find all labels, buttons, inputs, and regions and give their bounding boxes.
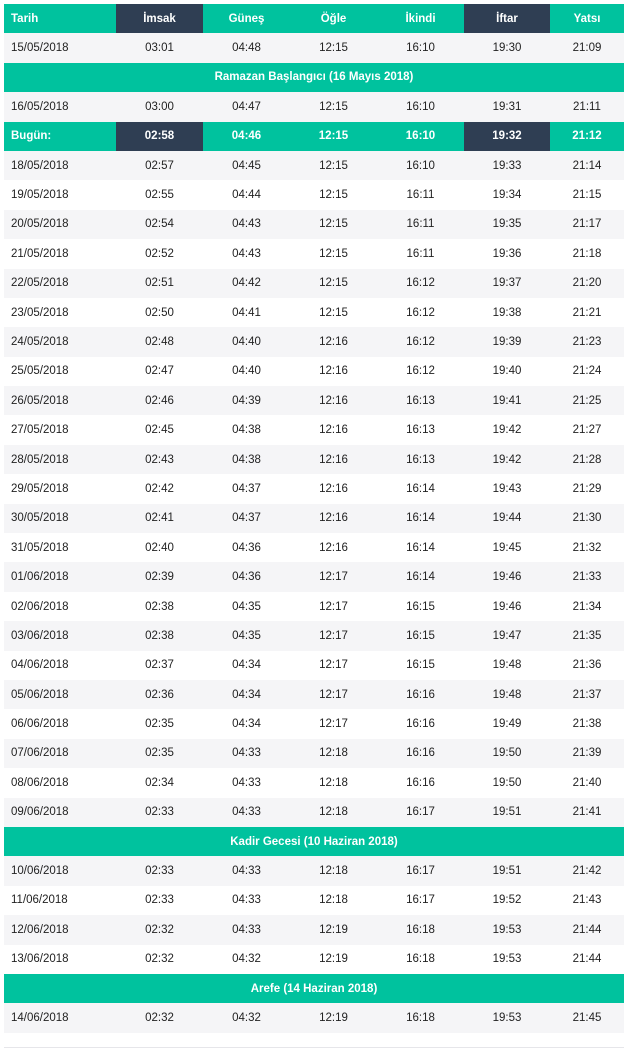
table-row bbox=[4, 504, 624, 533]
gunes-cell: 04:38 bbox=[232, 453, 261, 466]
date-cell: 26/05/2018 bbox=[11, 394, 69, 407]
table-row bbox=[4, 562, 624, 591]
ogle-cell: 12:17 bbox=[319, 688, 348, 701]
ikindi-cell: 16:14 bbox=[406, 571, 435, 584]
imsak-cell: 03:00 bbox=[145, 100, 174, 113]
table-row bbox=[4, 798, 624, 827]
table-row bbox=[4, 327, 624, 356]
gunes-cell: 04:34 bbox=[232, 688, 261, 701]
gunes-cell: 04:36 bbox=[232, 571, 261, 584]
gunes-cell: 04:35 bbox=[232, 600, 261, 613]
date-cell: 20/05/2018 bbox=[11, 218, 69, 231]
gunes-cell: 04:44 bbox=[232, 189, 261, 202]
date-cell: 27/05/2018 bbox=[11, 424, 69, 437]
table-row bbox=[4, 945, 624, 974]
imsak-cell: 02:52 bbox=[145, 247, 174, 260]
iftar-cell: 19:48 bbox=[492, 659, 522, 672]
imsak-cell: 02:35 bbox=[145, 718, 174, 731]
ikindi-cell: 16:16 bbox=[406, 747, 435, 760]
date-cell: 21/05/2018 bbox=[11, 247, 69, 260]
gunes-cell: 04:39 bbox=[232, 394, 261, 407]
date-cell: 29/05/2018 bbox=[11, 482, 69, 495]
ogle-cell: 12:15 bbox=[319, 277, 348, 290]
date-cell: 31/05/2018 bbox=[11, 541, 69, 554]
ikindi-cell: 16:14 bbox=[406, 512, 435, 525]
ikindi-cell: 16:15 bbox=[406, 659, 435, 672]
ogle-cell: 12:15 bbox=[318, 130, 349, 143]
ikindi-cell: 16:14 bbox=[406, 482, 435, 495]
table-row bbox=[4, 915, 624, 944]
ikindi-cell: 16:18 bbox=[406, 953, 435, 966]
table-row bbox=[4, 445, 624, 474]
table-row bbox=[4, 239, 624, 268]
ogle-cell: 12:17 bbox=[319, 629, 348, 642]
ogle-cell: 12:16 bbox=[319, 335, 348, 348]
imsak-cell: 02:47 bbox=[145, 365, 174, 378]
imsak-cell: 02:48 bbox=[145, 335, 174, 348]
ikindi-cell: 16:13 bbox=[406, 453, 435, 466]
ikindi-cell: 16:10 bbox=[405, 130, 436, 143]
table-row bbox=[4, 92, 624, 121]
imsak-cell: 02:35 bbox=[145, 747, 174, 760]
date-cell: 03/06/2018 bbox=[11, 629, 69, 642]
gunes-cell: 04:33 bbox=[232, 865, 261, 878]
ikindi-cell: 16:16 bbox=[406, 776, 435, 789]
yatsi-cell: 21:30 bbox=[572, 512, 602, 525]
iftar-cell: 19:33 bbox=[492, 159, 522, 172]
ogle-cell: 12:17 bbox=[319, 659, 348, 672]
imsak-cell: 02:32 bbox=[145, 923, 174, 936]
gunes-cell: 04:33 bbox=[232, 776, 261, 789]
imsak-cell: 02:39 bbox=[145, 571, 174, 584]
table-body bbox=[4, 33, 624, 1032]
gunes-cell: 04:35 bbox=[232, 629, 261, 642]
ogle-cell: 12:16 bbox=[319, 541, 348, 554]
iftar-cell: 19:34 bbox=[492, 189, 522, 202]
ogle-cell: 12:18 bbox=[319, 806, 348, 819]
ogle-cell: 12:17 bbox=[319, 718, 348, 731]
gunes-cell: 04:45 bbox=[232, 159, 261, 172]
ogle-cell: 12:16 bbox=[319, 394, 348, 407]
iftar-cell: 19:44 bbox=[492, 512, 522, 525]
yatsi-cell: 21:36 bbox=[572, 659, 602, 672]
ogle-cell: 12:15 bbox=[319, 159, 348, 172]
ikindi-cell: 16:16 bbox=[406, 718, 435, 731]
header-ogle: Öğle bbox=[320, 12, 347, 25]
header-ikindi: İkindi bbox=[405, 12, 436, 25]
table-row bbox=[4, 474, 624, 503]
gunes-cell: 04:47 bbox=[232, 100, 261, 113]
gunes-cell: 04:40 bbox=[232, 365, 261, 378]
date-cell: 11/06/2018 bbox=[11, 894, 68, 907]
iftar-cell: 19:37 bbox=[492, 277, 522, 290]
date-cell: 22/05/2018 bbox=[11, 277, 69, 290]
date-cell: Bugün: bbox=[11, 130, 52, 143]
gunes-cell: 04:43 bbox=[232, 218, 261, 231]
ogle-cell: 12:19 bbox=[319, 1011, 348, 1024]
imsak-cell: 02:54 bbox=[145, 218, 174, 231]
event-label: Kadir Gecesi (10 Haziran 2018) bbox=[230, 835, 398, 848]
ogle-cell: 12:17 bbox=[319, 571, 348, 584]
ogle-cell: 12:16 bbox=[319, 482, 348, 495]
date-cell: 15/05/2018 bbox=[11, 42, 69, 55]
iftar-cell: 19:41 bbox=[492, 394, 522, 407]
date-cell: 23/05/2018 bbox=[11, 306, 69, 319]
date-cell: 14/06/2018 bbox=[11, 1011, 69, 1024]
ikindi-cell: 16:18 bbox=[406, 923, 435, 936]
ogle-cell: 12:16 bbox=[319, 424, 348, 437]
iftar-cell: 19:53 bbox=[492, 953, 522, 966]
ogle-cell: 12:15 bbox=[319, 306, 348, 319]
yatsi-cell: 21:12 bbox=[572, 130, 602, 143]
ogle-cell: 12:18 bbox=[319, 747, 348, 760]
ogle-cell: 12:16 bbox=[319, 512, 348, 525]
ogle-cell: 12:16 bbox=[319, 365, 348, 378]
yatsi-cell: 21:44 bbox=[572, 923, 602, 936]
imsak-cell: 02:41 bbox=[145, 512, 174, 525]
date-cell: 04/06/2018 bbox=[11, 659, 69, 672]
table-row bbox=[4, 415, 624, 444]
ikindi-cell: 16:15 bbox=[406, 600, 435, 613]
yatsi-cell: 21:15 bbox=[572, 189, 602, 202]
iftar-cell: 19:47 bbox=[492, 629, 522, 642]
ikindi-cell: 16:11 bbox=[406, 218, 435, 231]
ikindi-cell: 16:15 bbox=[406, 629, 435, 642]
date-cell: 01/06/2018 bbox=[11, 571, 69, 584]
imsak-cell: 02:57 bbox=[145, 159, 174, 172]
yatsi-cell: 21:29 bbox=[572, 482, 602, 495]
iftar-cell: 19:49 bbox=[492, 718, 522, 731]
gunes-cell: 04:33 bbox=[232, 894, 261, 907]
gunes-cell: 04:33 bbox=[232, 747, 261, 760]
gunes-cell: 04:37 bbox=[232, 512, 261, 525]
date-cell: 08/06/2018 bbox=[11, 776, 69, 789]
table-row bbox=[4, 592, 624, 621]
imsak-cell: 02:43 bbox=[145, 453, 174, 466]
gunes-cell: 04:32 bbox=[232, 1011, 261, 1024]
imsak-cell: 02:33 bbox=[145, 865, 174, 878]
table-row bbox=[4, 856, 624, 885]
table-row bbox=[4, 269, 624, 298]
iftar-cell: 19:50 bbox=[492, 747, 522, 760]
iftar-cell: 19:31 bbox=[492, 100, 522, 113]
ikindi-cell: 16:11 bbox=[406, 189, 435, 202]
header-imsak: İmsak bbox=[116, 4, 203, 33]
table-row bbox=[4, 651, 624, 680]
iftar-cell: 19:50 bbox=[492, 776, 522, 789]
gunes-cell: 04:43 bbox=[232, 247, 261, 260]
imsak-cell: 02:51 bbox=[145, 277, 174, 290]
ikindi-cell: 16:12 bbox=[406, 335, 435, 348]
ogle-cell: 12:16 bbox=[319, 453, 348, 466]
ikindi-cell: 16:12 bbox=[406, 365, 435, 378]
date-cell: 18/05/2018 bbox=[11, 159, 69, 172]
table-row bbox=[4, 357, 624, 386]
table-row bbox=[4, 768, 624, 797]
yatsi-cell: 21:32 bbox=[572, 541, 602, 554]
imsak-cell: 02:55 bbox=[145, 189, 174, 202]
iftar-cell: 19:46 bbox=[492, 571, 522, 584]
date-cell: 24/05/2018 bbox=[11, 335, 69, 348]
yatsi-cell: 21:24 bbox=[572, 365, 602, 378]
ikindi-cell: 16:10 bbox=[406, 42, 435, 55]
date-cell: 07/06/2018 bbox=[11, 747, 69, 760]
imsak-cell: 02:32 bbox=[145, 1011, 174, 1024]
ogle-cell: 12:15 bbox=[319, 42, 348, 55]
date-cell: 06/06/2018 bbox=[11, 718, 69, 731]
prayer-times-table bbox=[4, 4, 624, 1033]
header-yatsi: Yatsı bbox=[573, 12, 601, 25]
yatsi-cell: 21:39 bbox=[572, 747, 602, 760]
ikindi-cell: 16:17 bbox=[406, 894, 435, 907]
ikindi-cell: 16:10 bbox=[406, 159, 435, 172]
table-row bbox=[4, 680, 624, 709]
iftar-cell: 19:39 bbox=[492, 335, 522, 348]
ikindi-cell: 16:12 bbox=[406, 306, 435, 319]
ikindi-cell: 16:13 bbox=[406, 394, 435, 407]
ikindi-cell: 16:14 bbox=[406, 541, 435, 554]
iftar-cell: 19:48 bbox=[492, 688, 522, 701]
iftar-cell: 19:30 bbox=[492, 42, 522, 55]
imsak-cell: 02:50 bbox=[145, 306, 174, 319]
imsak-cell: 02:45 bbox=[145, 424, 174, 437]
header-gunes: Güneş bbox=[228, 12, 265, 25]
imsak-cell: 02:36 bbox=[145, 688, 174, 701]
table-row bbox=[4, 180, 624, 209]
yatsi-cell: 21:35 bbox=[572, 629, 602, 642]
ogle-cell: 12:18 bbox=[319, 865, 348, 878]
ogle-cell: 12:15 bbox=[319, 189, 348, 202]
iftar-cell: 19:43 bbox=[492, 482, 522, 495]
iftar-cell: 19:36 bbox=[492, 247, 522, 260]
imsak-cell: 03:01 bbox=[145, 42, 174, 55]
gunes-cell: 04:40 bbox=[232, 335, 261, 348]
gunes-cell: 04:42 bbox=[232, 277, 261, 290]
date-cell: 25/05/2018 bbox=[11, 365, 69, 378]
yatsi-cell: 21:20 bbox=[572, 277, 602, 290]
table-row bbox=[4, 298, 624, 327]
gunes-cell: 04:33 bbox=[232, 806, 261, 819]
date-cell: 10/06/2018 bbox=[11, 865, 69, 878]
imsak-cell: 02:33 bbox=[145, 806, 174, 819]
ogle-cell: 12:17 bbox=[319, 600, 348, 613]
table-row bbox=[4, 533, 624, 562]
table-row bbox=[4, 886, 624, 915]
gunes-cell: 04:38 bbox=[232, 424, 261, 437]
iftar-cell: 19:51 bbox=[492, 806, 522, 819]
yatsi-cell: 21:45 bbox=[572, 1011, 602, 1024]
ikindi-cell: 16:13 bbox=[406, 424, 435, 437]
yatsi-cell: 21:21 bbox=[572, 306, 602, 319]
table-row bbox=[4, 621, 624, 650]
ogle-cell: 12:15 bbox=[319, 100, 348, 113]
ikindi-cell: 16:11 bbox=[406, 247, 435, 260]
ikindi-cell: 16:18 bbox=[406, 1011, 435, 1024]
yatsi-cell: 21:44 bbox=[572, 953, 602, 966]
iftar-cell: 19:51 bbox=[492, 865, 522, 878]
date-cell: 05/06/2018 bbox=[11, 688, 69, 701]
yatsi-cell: 21:14 bbox=[572, 159, 602, 172]
ikindi-cell: 16:17 bbox=[406, 865, 435, 878]
ogle-cell: 12:18 bbox=[319, 776, 348, 789]
ogle-cell: 12:19 bbox=[319, 923, 348, 936]
gunes-cell: 04:33 bbox=[232, 923, 261, 936]
iftar-cell: 19:45 bbox=[492, 541, 522, 554]
yatsi-cell: 21:34 bbox=[572, 600, 602, 613]
table-row bbox=[4, 386, 624, 415]
header-date: Tarih bbox=[11, 12, 39, 25]
date-cell: 09/06/2018 bbox=[11, 806, 69, 819]
iftar-cell: 19:40 bbox=[492, 365, 522, 378]
yatsi-cell: 21:37 bbox=[572, 688, 602, 701]
iftar-cell: 19:46 bbox=[492, 600, 522, 613]
ogle-cell: 12:15 bbox=[319, 218, 348, 231]
date-cell: 13/06/2018 bbox=[11, 953, 69, 966]
date-cell: 19/05/2018 bbox=[11, 189, 69, 202]
yatsi-cell: 21:18 bbox=[572, 247, 602, 260]
imsak-cell: 02:46 bbox=[145, 394, 174, 407]
ogle-cell: 12:18 bbox=[319, 894, 348, 907]
ikindi-cell: 16:17 bbox=[406, 806, 435, 819]
iftar-cell: 19:42 bbox=[492, 424, 522, 437]
imsak-cell: 02:42 bbox=[145, 482, 174, 495]
ikindi-cell: 16:12 bbox=[406, 277, 435, 290]
gunes-cell: 04:41 bbox=[232, 306, 261, 319]
gunes-cell: 04:36 bbox=[232, 541, 261, 554]
iftar-cell: 19:42 bbox=[492, 453, 522, 466]
event-row bbox=[4, 974, 624, 1003]
gunes-cell: 04:34 bbox=[232, 659, 261, 672]
yatsi-cell: 21:11 bbox=[573, 100, 601, 113]
date-cell: 30/05/2018 bbox=[11, 512, 69, 525]
table-row bbox=[4, 709, 624, 738]
gunes-cell: 04:34 bbox=[232, 718, 261, 731]
yatsi-cell: 21:41 bbox=[572, 806, 602, 819]
yatsi-cell: 21:23 bbox=[572, 335, 602, 348]
date-cell: 28/05/2018 bbox=[11, 453, 69, 466]
imsak-cell: 02:38 bbox=[145, 600, 174, 613]
imsak-cell: 02:58 bbox=[116, 122, 203, 151]
yatsi-cell: 21:43 bbox=[572, 894, 602, 907]
yatsi-cell: 21:27 bbox=[572, 424, 602, 437]
gunes-cell: 04:37 bbox=[232, 482, 261, 495]
event-row bbox=[4, 827, 624, 856]
imsak-cell: 02:33 bbox=[145, 894, 174, 907]
header-iftar: İftar bbox=[464, 4, 550, 33]
gunes-cell: 04:46 bbox=[231, 130, 262, 143]
gunes-cell: 04:32 bbox=[232, 953, 261, 966]
ogle-cell: 12:15 bbox=[319, 247, 348, 260]
yatsi-cell: 21:42 bbox=[572, 865, 602, 878]
imsak-cell: 02:37 bbox=[145, 659, 174, 672]
yatsi-cell: 21:40 bbox=[572, 776, 602, 789]
table-row bbox=[4, 33, 624, 62]
event-label: Ramazan Başlangıcı (16 Mayıs 2018) bbox=[214, 71, 414, 84]
table-row bbox=[4, 210, 624, 239]
table-bottom-divider bbox=[4, 1047, 624, 1048]
yatsi-cell: 21:28 bbox=[572, 453, 602, 466]
event-label: Arefe (14 Haziran 2018) bbox=[250, 982, 378, 995]
date-cell: 12/06/2018 bbox=[11, 923, 69, 936]
imsak-cell: 02:40 bbox=[145, 541, 174, 554]
iftar-cell: 19:52 bbox=[492, 894, 522, 907]
today-row bbox=[4, 122, 624, 151]
yatsi-cell: 21:17 bbox=[572, 218, 602, 231]
iftar-cell: 19:32 bbox=[464, 122, 550, 151]
iftar-cell: 19:38 bbox=[492, 306, 522, 319]
date-cell: 02/06/2018 bbox=[11, 600, 69, 613]
yatsi-cell: 21:38 bbox=[572, 718, 602, 731]
ogle-cell: 12:19 bbox=[319, 953, 348, 966]
date-cell: 16/05/2018 bbox=[11, 100, 69, 113]
table-header bbox=[4, 4, 624, 33]
iftar-cell: 19:53 bbox=[492, 1011, 522, 1024]
gunes-cell: 04:48 bbox=[232, 42, 261, 55]
ikindi-cell: 16:16 bbox=[406, 688, 435, 701]
imsak-cell: 02:32 bbox=[145, 953, 174, 966]
table-row bbox=[4, 1003, 624, 1032]
ikindi-cell: 16:10 bbox=[406, 100, 435, 113]
imsak-cell: 02:38 bbox=[145, 629, 174, 642]
imsak-cell: 02:34 bbox=[145, 776, 174, 789]
yatsi-cell: 21:25 bbox=[572, 394, 602, 407]
yatsi-cell: 21:33 bbox=[572, 571, 602, 584]
iftar-cell: 19:53 bbox=[492, 923, 522, 936]
table-row bbox=[4, 739, 624, 768]
table-row bbox=[4, 151, 624, 180]
yatsi-cell: 21:09 bbox=[572, 42, 602, 55]
iftar-cell: 19:35 bbox=[492, 218, 522, 231]
event-row bbox=[4, 63, 624, 92]
